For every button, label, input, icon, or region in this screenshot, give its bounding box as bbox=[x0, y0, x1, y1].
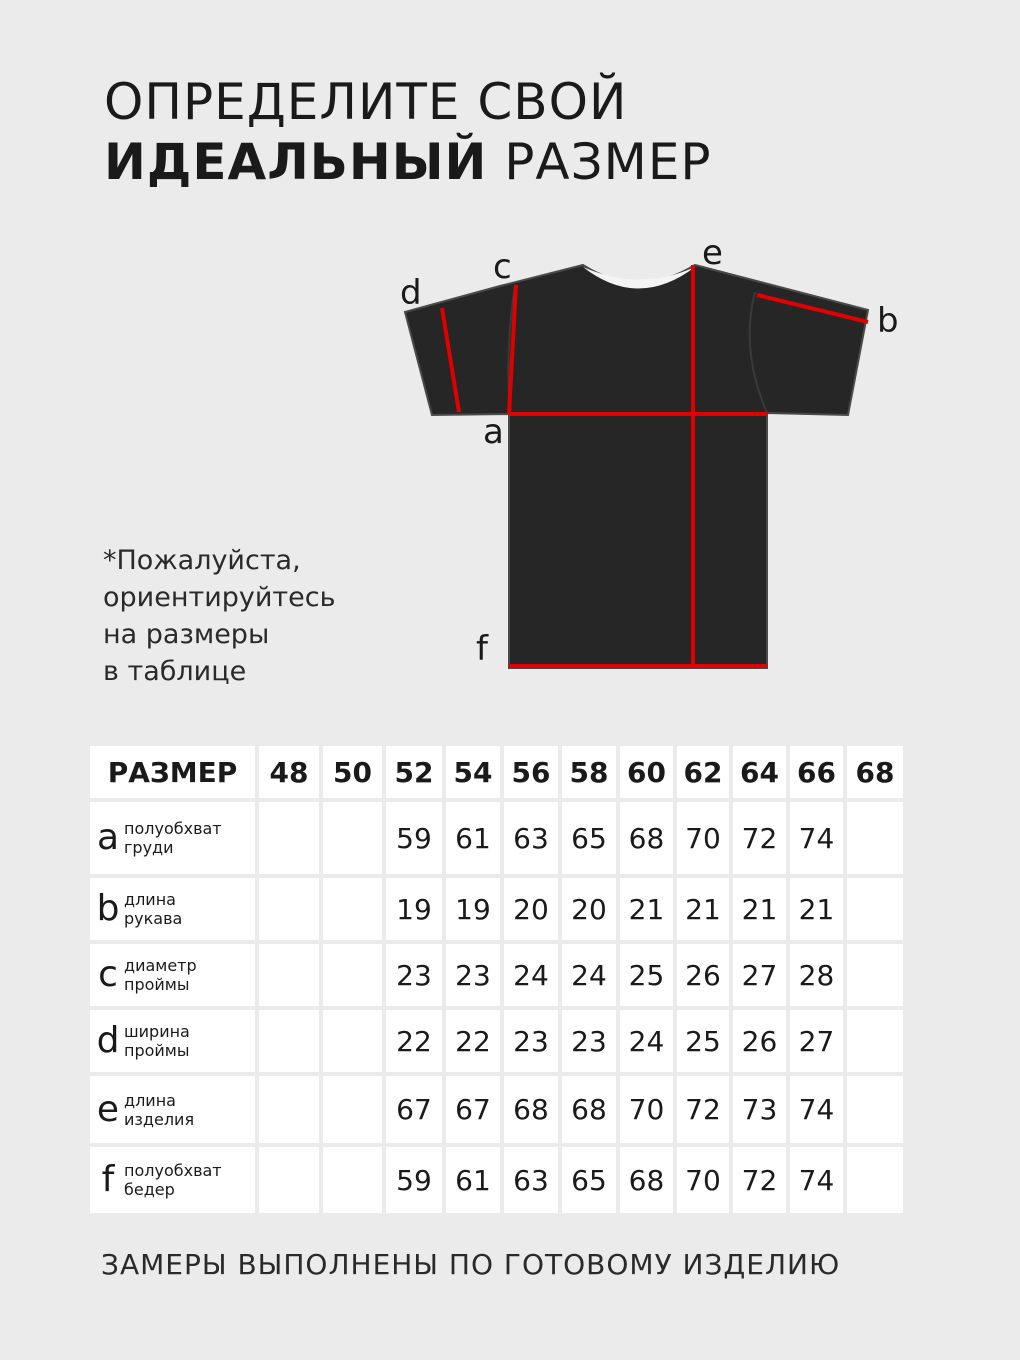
table-cell: 27 bbox=[733, 944, 786, 1006]
size-table bbox=[86, 742, 907, 1217]
label-e: e bbox=[702, 233, 723, 273]
row-label bbox=[94, 1161, 255, 1199]
table-cell bbox=[259, 1076, 319, 1143]
table-cell bbox=[259, 878, 319, 940]
table-cell: 23 bbox=[446, 944, 500, 1006]
row-label-cell bbox=[90, 1076, 255, 1143]
table-cell bbox=[259, 944, 319, 1006]
table-cell: 72 bbox=[733, 1147, 786, 1213]
table-cell bbox=[847, 1147, 903, 1213]
row-description bbox=[124, 1022, 190, 1060]
table-cell: 68 bbox=[620, 802, 673, 874]
row-desc-line: груди bbox=[124, 838, 174, 857]
table-cell: 21 bbox=[677, 878, 729, 940]
header-size-cell: 60 bbox=[620, 746, 673, 798]
table-cell: 70 bbox=[677, 802, 729, 874]
table-cell bbox=[259, 1010, 319, 1072]
table-row bbox=[90, 878, 903, 940]
table-cell: 61 bbox=[446, 1147, 500, 1213]
table-cell: 25 bbox=[620, 944, 673, 1006]
table-cell: 24 bbox=[504, 944, 558, 1006]
footer-note: ЗАМЕРЫ ВЫПОЛНЕНЫ ПО ГОТОВОМУ ИЗДЕЛИЮ bbox=[101, 1248, 841, 1281]
table-cell: 21 bbox=[733, 878, 786, 940]
table-cell: 23 bbox=[386, 944, 442, 1006]
header-size-cell: 64 bbox=[733, 746, 786, 798]
table-cell bbox=[323, 802, 382, 874]
table-row bbox=[90, 802, 903, 874]
header-size-cell: 52 bbox=[386, 746, 442, 798]
header-size-label: РАЗМЕР bbox=[90, 746, 255, 798]
table-cell bbox=[323, 1147, 382, 1213]
row-desc-line: рукава bbox=[124, 909, 183, 928]
row-letter: b bbox=[96, 888, 120, 929]
note-line: в таблице bbox=[103, 656, 247, 687]
table-cell: 59 bbox=[386, 802, 442, 874]
header-size-cell: 56 bbox=[504, 746, 558, 798]
table-cell: 70 bbox=[677, 1147, 729, 1213]
table-cell: 22 bbox=[446, 1010, 500, 1072]
row-label-cell bbox=[90, 1010, 255, 1072]
header-size-cell: 68 bbox=[847, 746, 903, 798]
table-cell bbox=[847, 944, 903, 1006]
table-cell: 74 bbox=[790, 1076, 843, 1143]
table-header-row bbox=[90, 746, 903, 798]
row-desc-line: изделия bbox=[124, 1109, 195, 1129]
row-label-cell bbox=[90, 1147, 255, 1213]
row-description bbox=[124, 1161, 222, 1199]
title-rest: РАЗМЕР bbox=[487, 133, 712, 191]
table-cell: 20 bbox=[504, 878, 558, 940]
header-size-cell: 62 bbox=[677, 746, 729, 798]
table-cell bbox=[847, 878, 903, 940]
size-note bbox=[103, 542, 336, 690]
table-cell: 19 bbox=[446, 878, 500, 940]
table-cell: 20 bbox=[562, 878, 616, 940]
table-cell: 24 bbox=[620, 1010, 673, 1072]
note-line: на размеры bbox=[103, 619, 270, 650]
title-bold-word: ИДЕАЛЬНЫЙ bbox=[104, 133, 488, 191]
table-cell: 23 bbox=[504, 1010, 558, 1072]
row-letter: f bbox=[101, 1159, 115, 1200]
label-a: a bbox=[483, 412, 504, 452]
table-cell: 74 bbox=[790, 802, 843, 874]
table-cell bbox=[259, 802, 319, 874]
table-row bbox=[90, 1076, 903, 1143]
row-description bbox=[124, 819, 222, 857]
row-label bbox=[94, 1022, 255, 1060]
table-cell: 67 bbox=[386, 1076, 442, 1143]
header-size-cell: 48 bbox=[259, 746, 319, 798]
header-size-cell: 58 bbox=[562, 746, 616, 798]
table-cell: 63 bbox=[504, 1147, 558, 1213]
table-cell: 74 bbox=[790, 1147, 843, 1213]
note-line: *Пожалуйста, bbox=[103, 545, 301, 576]
row-desc-line: проймы bbox=[124, 1041, 190, 1060]
tshirt-shape bbox=[405, 265, 868, 668]
table-cell: 68 bbox=[504, 1076, 558, 1143]
row-desc-line: полуобхват bbox=[124, 1161, 222, 1180]
header-size-cell: 50 bbox=[323, 746, 382, 798]
table-cell: 68 bbox=[620, 1147, 673, 1213]
row-desc-line: бедер bbox=[124, 1180, 175, 1199]
table-cell: 22 bbox=[386, 1010, 442, 1072]
row-letter: d bbox=[96, 1020, 120, 1061]
label-f: f bbox=[476, 629, 488, 669]
header-size-cell: 54 bbox=[446, 746, 500, 798]
row-label bbox=[94, 956, 255, 994]
row-letter: e bbox=[96, 1088, 120, 1130]
row-desc-line: диаметр bbox=[124, 956, 197, 975]
row-description bbox=[124, 1091, 194, 1129]
table-cell bbox=[847, 1076, 903, 1143]
table-cell bbox=[323, 878, 382, 940]
row-label bbox=[94, 890, 255, 928]
row-description bbox=[124, 956, 197, 994]
table-cell: 25 bbox=[677, 1010, 729, 1072]
row-letter: c bbox=[98, 954, 118, 995]
table-cell: 72 bbox=[677, 1076, 729, 1143]
label-b: b bbox=[877, 301, 899, 341]
row-description bbox=[124, 890, 182, 928]
table-cell: 65 bbox=[562, 802, 616, 874]
table-cell: 68 bbox=[562, 1076, 616, 1143]
row-label-cell bbox=[90, 802, 255, 874]
table-cell bbox=[323, 1076, 382, 1143]
table-cell: 67 bbox=[446, 1076, 500, 1143]
row-desc-line: полуобхват bbox=[124, 819, 222, 838]
table-cell: 61 bbox=[446, 802, 500, 874]
table-cell: 27 bbox=[790, 1010, 843, 1072]
table-cell: 24 bbox=[562, 944, 616, 1006]
table-cell: 26 bbox=[733, 1010, 786, 1072]
table-row bbox=[90, 1147, 903, 1213]
note-line: ориентируйтесь bbox=[103, 582, 336, 613]
row-label bbox=[94, 819, 255, 857]
table-cell: 26 bbox=[677, 944, 729, 1006]
table-cell: 59 bbox=[386, 1147, 442, 1213]
label-d: d bbox=[400, 273, 422, 313]
table-cell: 23 bbox=[562, 1010, 616, 1072]
table-cell bbox=[847, 1010, 903, 1072]
title-line-1: ОПРЕДЕЛИТЕ СВОЙ bbox=[104, 73, 628, 131]
table-row bbox=[90, 944, 903, 1006]
table-cell: 28 bbox=[790, 944, 843, 1006]
table-cell: 73 bbox=[733, 1076, 786, 1143]
table-cell: 19 bbox=[386, 878, 442, 940]
table-cell bbox=[323, 944, 382, 1006]
table-cell: 72 bbox=[733, 802, 786, 874]
table-cell bbox=[259, 1147, 319, 1213]
row-label-cell bbox=[90, 944, 255, 1006]
table-cell bbox=[323, 1010, 382, 1072]
row-desc-line: проймы bbox=[124, 975, 190, 994]
table-cell: 63 bbox=[504, 802, 558, 874]
table-cell: 70 bbox=[620, 1076, 673, 1143]
table-cell bbox=[847, 802, 903, 874]
row-letter: a bbox=[96, 817, 120, 858]
label-c: c bbox=[493, 247, 512, 287]
table-cell: 21 bbox=[790, 878, 843, 940]
row-desc-line: длина bbox=[124, 1090, 176, 1110]
row-desc-line: длина bbox=[124, 890, 176, 909]
header-size-cell: 66 bbox=[790, 746, 843, 798]
row-label bbox=[94, 1088, 255, 1130]
table-cell: 65 bbox=[562, 1147, 616, 1213]
row-label-cell bbox=[90, 878, 255, 940]
row-desc-line: ширина bbox=[124, 1022, 190, 1041]
table-row bbox=[90, 1010, 903, 1072]
table-cell: 21 bbox=[620, 878, 673, 940]
